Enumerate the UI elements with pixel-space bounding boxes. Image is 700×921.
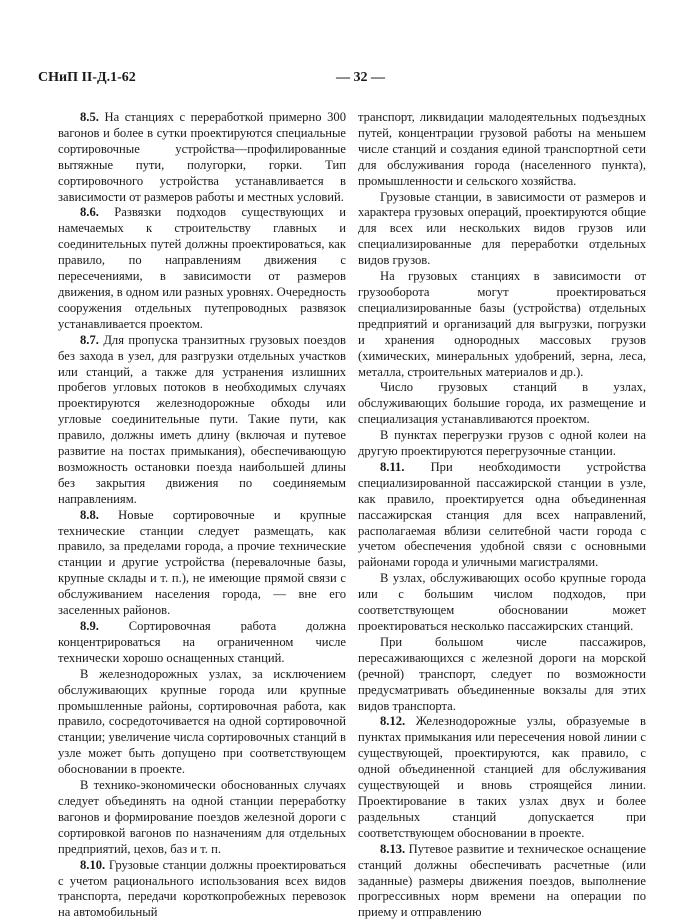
- paragraph-text: Грузовые станции должны проектироваться с учетом рационального использования всех видов транспорта, передачи короткопробежных перевозок на автомобильный: [58, 857, 346, 920]
- paragraph-text: При большом числе пассажиров, пересаживающихся с железной дороги на морской (речной) транспорт, следует по возможности предусматривать объединенные вокзалы для этих видов транспорта.: [358, 634, 646, 713]
- paragraph-text: Развязки подходов существующих и намечаемых к строительству главных и соединительных путей должны проектироваться, как правило, по направлениям движения с пересечениями, в зависимости от размеров движения, в одном или разных уровнях. Очередность сооружения отдельных путепроводных развязок устанавливается проектом.: [58, 205, 346, 331]
- paragraph-text: Новые сортировочные и крупные технические станции следует размещать, как правило, за пределами города, а прочие технические станции и другие устройства (перевалочные базы, крупные склады и т. п.), не имеющие прямой связи с обслуживанием населения города, — вне его заселенных районов.: [58, 507, 346, 618]
- clause-number: 8.12.: [380, 714, 406, 729]
- clause-number: 8.8.: [80, 507, 99, 522]
- paragraph-text: На грузовых станциях в зависимости от грузооборота могут проектироваться специализированные базы (устройства) отдельных предприятий и организаций для выгрузки, погрузки и хранения однородных массовых грузов (химических, минеральных удобрений, зерна, леса, металла, строительных материалов и др.).: [358, 269, 646, 379]
- paragraph: [58, 205, 346, 332]
- page-header: [38, 70, 650, 92]
- clause-number: 8.11.: [380, 459, 405, 474]
- paragraph: [58, 778, 346, 858]
- clause-number: 8.9.: [80, 619, 99, 633]
- paragraph: [58, 508, 346, 619]
- paragraph: [358, 110, 646, 190]
- clause-number: 8.7.: [80, 332, 99, 347]
- paragraph-text: В узлах, обслуживающих особо крупные города или с большим числом подходов, при соответствующем обосновании может проектироваться несколько пассажирских станций.: [358, 571, 646, 633]
- paragraph-text: Сортировочная работа должна концентрироваться на ограниченном числе технически хорошо оснащенных станций.: [58, 619, 346, 665]
- right-column: [358, 110, 646, 921]
- paragraph: [358, 714, 646, 841]
- paragraph: [358, 571, 646, 635]
- paragraph-text: В технико-экономически обоснованных случаях следует объединять на одной станции переработку вагонов и формирование поездов железной дороги с сортировкой вагонов по назначениям для отдельных предприятий, цехов, баз и т. п.: [58, 778, 346, 856]
- paragraph-text: В железнодорожных узлах, за исключением обслуживающих крупные города или крупные промышленные районы, сортировочная работа, как правило, сосредоточивается на одной сортировочной станции; увеличение числа сортировочных станций в узле может быть допущено при соответствующем обосновании в проекте.: [58, 666, 346, 777]
- paragraph: [358, 460, 646, 571]
- paragraph-text: В пунктах перегрузки грузов с одной колеи на другую проектируются перегрузочные станции.: [358, 428, 646, 459]
- paragraph: [58, 333, 346, 508]
- paragraph: [358, 269, 646, 380]
- paragraph: [58, 667, 346, 778]
- paragraph-text: Железнодорожные узлы, образуемые в пунктах примыкания или пересечения новой линии с существующей, проектируются, как правило, с одной объединенной станцией для обслуживания существующей и вновь строящейся линии. Проектирование в таких узлах двух и более раздельных станций допускается при соответствующем обосновании в проекте.: [358, 714, 646, 840]
- paragraph-text: Путевое развитие и техническое оснащение станций должны обеспечивать расчетные (или заданные) размеры движения поездов, выполнение прогрессивных норм времени на операции по приему и отправлению: [358, 841, 646, 920]
- paragraph: [358, 635, 646, 715]
- paragraph-text: При необходимости устройства специализированной пассажирской станции в узле, как правило, проектируется одна объединенная пассажирская станция для всех направлений, располагаемая вблизи селитебной части города с учетом обеспечения удобной связи с основными районами города и уличными магистралями.: [358, 459, 646, 570]
- paragraph-text: Грузовые станции, в зависимости от размеров и характера грузовых операций, проектируются общие для всех или нескольких видов грузов или специализированные для переработки отдельных видов грузов.: [358, 189, 646, 268]
- paragraph-text: Для пропуска транзитных грузовых поездов без захода в узел, для разгрузки отдельных участков или станций, а также для устранения излишних пробегов угловых потоков в необходимых случаях проектируются железнодорожные обходы или угловые соединительные пути. Такие пути, как правило, должны иметь длину (включая и путевое развитие на постах примыкания), обеспечивающую возможность остановки поезда наибольшей длины без закрытия движения по соединяемым направлениям.: [58, 332, 346, 506]
- paragraph: [358, 380, 646, 428]
- paragraph-text: Число грузовых станций в узлах, обслуживающих большие города, их размещение и специализация устанавливаются проектом.: [358, 380, 646, 427]
- document-code: СНиП II-Д.1-62: [38, 70, 136, 85]
- left-column: [58, 110, 346, 921]
- paragraph: [58, 110, 346, 205]
- paragraph: [358, 428, 646, 460]
- clause-number: 8.6.: [80, 205, 99, 220]
- paragraph: [58, 858, 346, 921]
- paragraph-text: На станциях с переработкой примерно 300 вагонов и более в сутки проектируются специальные сортировочные устройства—профилированные вытяжные пути, полугорки, горки. Тип сортировочного устройства устанавливается в зависимости от размеров работы и местных условий.: [58, 110, 346, 204]
- paragraph: [358, 842, 646, 921]
- clause-number: 8.13.: [380, 841, 406, 856]
- page-number: — 32 —: [336, 70, 385, 85]
- paragraph: [58, 619, 346, 667]
- paragraph-text: транспорт, ликвидации малодеятельных подъездных путей, концентрации грузовой работы на меньшем числе станций и создания единой транспортной сети для обслуживания города (населенного пункта), промышленности и сельского хозяйства.: [358, 110, 646, 188]
- clause-number: 8.5.: [80, 110, 99, 124]
- clause-number: 8.10.: [80, 857, 106, 872]
- paragraph: [358, 190, 646, 270]
